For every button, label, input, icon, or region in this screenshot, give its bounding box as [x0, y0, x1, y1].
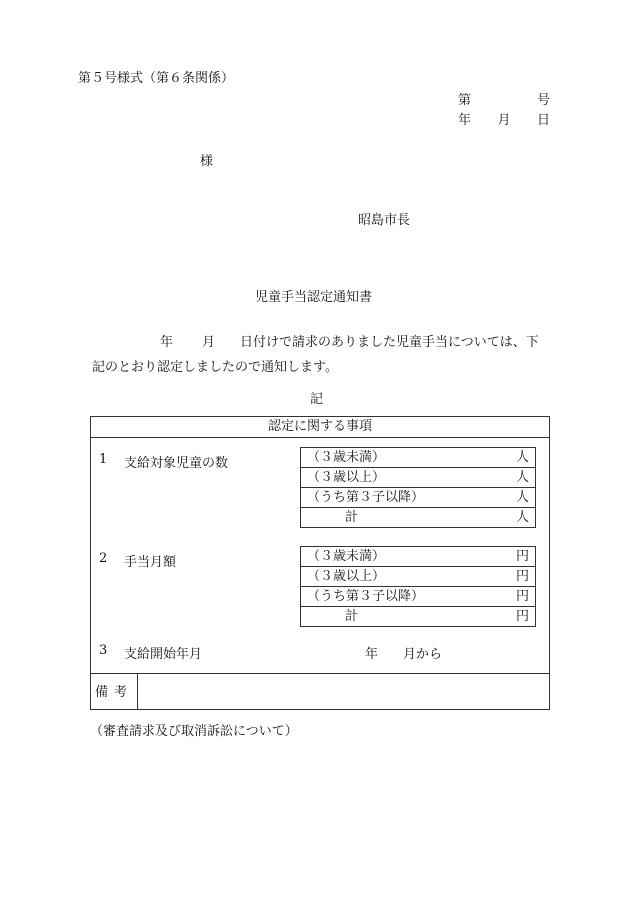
item3-number: 3: [99, 643, 108, 658]
item3-nen: 年: [365, 647, 379, 662]
amount-total-cell: 計 円: [301, 607, 536, 627]
table-row: [301, 607, 536, 627]
item1-label: 支給対象児童の数: [124, 456, 229, 471]
item1-number: 1: [99, 452, 108, 467]
amount-under3-cell: （３歳未満） 円: [301, 547, 536, 567]
certification-table: [90, 416, 550, 710]
amount-third-cell: （うち第３子以降） 円: [301, 587, 536, 607]
issue-date-line: [458, 109, 550, 128]
table-row: [301, 508, 536, 528]
item3-label: 支給開始年月: [124, 647, 203, 662]
table-header: 認定に関する事項: [91, 417, 549, 438]
issue-tsuki: 月: [497, 113, 511, 128]
table-row: [301, 547, 536, 567]
item2-number: 2: [99, 551, 108, 566]
monthly-amount-table: [300, 546, 536, 627]
document-title: 児童手当認定通知書: [255, 290, 373, 305]
issue-nen: 年: [458, 113, 472, 128]
body-line1: 日付けで請求のありました児童手当については、下: [240, 335, 539, 350]
amount-over3-cell: （３歳以上） 円: [301, 567, 536, 587]
issue-number-line: [458, 89, 550, 108]
issue-hi: 日: [536, 113, 550, 128]
remarks-label: 備考: [91, 674, 138, 709]
children-total-cell: 計 人: [301, 508, 536, 528]
table-row: [301, 488, 536, 508]
recipient-suffix: 様: [200, 154, 214, 169]
item2-label: 手当月額: [124, 555, 177, 570]
remarks-row: [91, 673, 549, 709]
form-number: 第５号様式（第６条関係）: [78, 71, 235, 86]
footer-note: （審査請求及び取消訴訟について）: [90, 724, 298, 739]
table-row: [301, 567, 536, 587]
body-line2: 記のとおり認定しましたので通知します。: [92, 360, 338, 375]
table-row: [301, 448, 536, 468]
children-count-table: [300, 447, 536, 528]
issuer: 昭島市長: [358, 213, 411, 228]
table-row: [301, 468, 536, 488]
children-third-cell: （うち第３子以降） 人: [301, 488, 536, 508]
children-over3-cell: （３歳以上） 人: [301, 468, 536, 488]
item3-tsuki-kara: 月から: [403, 647, 443, 662]
body-tsuki: 月: [202, 335, 216, 350]
children-under3-cell: （３歳未満） 人: [301, 448, 536, 468]
table-row: [301, 587, 536, 607]
issue-dai: 第: [458, 93, 472, 108]
ki-heading: 記: [310, 392, 324, 407]
body-nen: 年: [160, 335, 174, 350]
issue-go: 号: [536, 93, 550, 108]
